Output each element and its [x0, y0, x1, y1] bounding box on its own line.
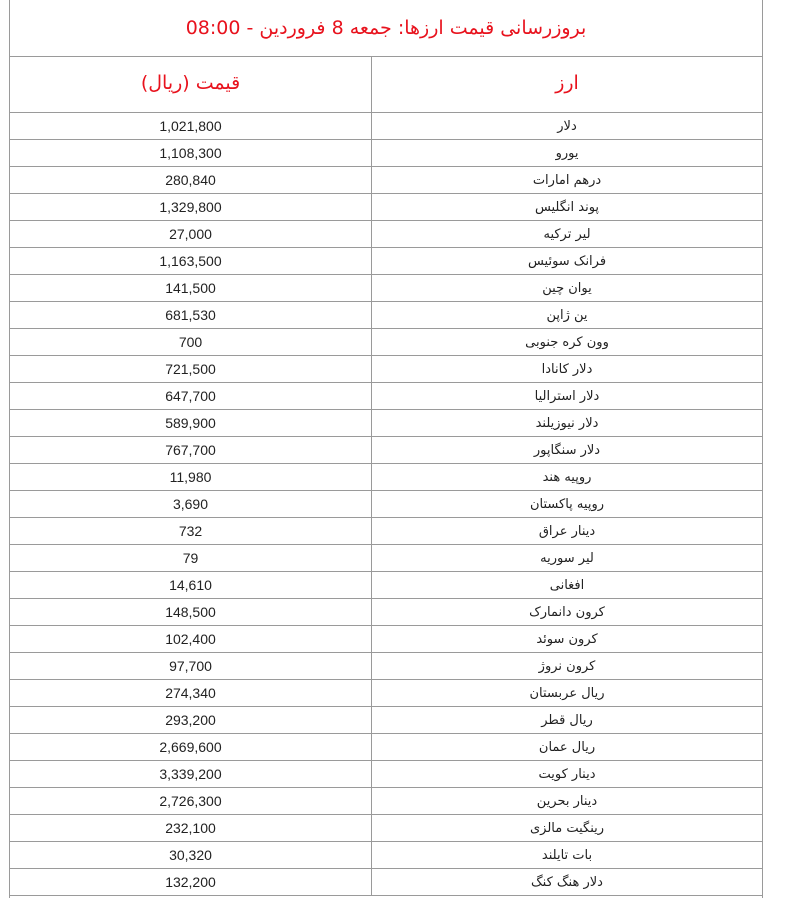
currency-price: 232,100: [10, 815, 372, 841]
currency-price: 102,400: [10, 626, 372, 652]
currency-price: 280,840: [10, 167, 372, 193]
table-title: بروزرسانی قیمت ارزها: جمعه 8 فروردین - 08:00: [185, 17, 587, 39]
currency-price: 11,980: [10, 464, 372, 490]
table-row: [10, 653, 762, 680]
currency-name: درهم امارات: [532, 172, 602, 188]
currency-name: رینگیت مالزی: [529, 820, 605, 836]
currency-price: 14,610: [10, 572, 372, 598]
table-row: [10, 518, 762, 545]
table-row: [10, 869, 762, 896]
currency-price: 1,021,800: [10, 113, 372, 139]
currency-price: 2,669,600: [10, 734, 372, 760]
currency-price: 293,200: [10, 707, 372, 733]
table-row: [10, 788, 762, 815]
table-row: [10, 680, 762, 707]
currency-name: دلار سنگاپور: [533, 442, 601, 458]
header-currency: ارز: [555, 71, 579, 94]
currency-price: 721,500: [10, 356, 372, 382]
currency-price: 700: [10, 329, 372, 355]
currency-price: 681,530: [10, 302, 372, 328]
currency-name: فرانک سوئیس: [527, 253, 607, 269]
currency-name: پوند انگلیس: [534, 199, 600, 215]
currency-name: ریال عربستان: [529, 685, 605, 701]
currency-name: دلار: [557, 118, 577, 134]
currency-price: 97,700: [10, 653, 372, 679]
table-row: [10, 572, 762, 599]
currency-name: ریال قطر: [541, 712, 593, 728]
currency-price: 148,500: [10, 599, 372, 625]
currency-name: دینار بحرین: [536, 793, 598, 809]
currency-name: کرون دانمارک: [529, 604, 605, 620]
currency-price: 2,726,300: [10, 788, 372, 814]
table-row: [10, 275, 762, 302]
currency-price: 647,700: [10, 383, 372, 409]
table-row: [10, 491, 762, 518]
currency-name: یورو: [555, 145, 579, 161]
currency-price: 3,339,200: [10, 761, 372, 787]
table-row: [10, 167, 762, 194]
currency-price: 589,900: [10, 410, 372, 436]
table-row: [10, 410, 762, 437]
table-row: [10, 761, 762, 788]
currency-price: 141,500: [10, 275, 372, 301]
table-row: [10, 437, 762, 464]
table-row: [10, 842, 762, 869]
currency-price: 1,108,300: [10, 140, 372, 166]
table-row: [10, 599, 762, 626]
table-body: [10, 113, 762, 896]
table-row: [10, 815, 762, 842]
table-title-row: [10, 0, 762, 57]
currency-name: روپیه هند: [542, 469, 592, 485]
currency-name: کرون سوئد: [536, 631, 598, 647]
table-row: [10, 356, 762, 383]
currency-price: 767,700: [10, 437, 372, 463]
table-row: [10, 545, 762, 572]
table-row: [10, 248, 762, 275]
table-row: [10, 464, 762, 491]
currency-name: افغانی: [549, 577, 585, 593]
price-table: [9, 0, 763, 898]
currency-price: 132,200: [10, 869, 372, 895]
table-row: [10, 329, 762, 356]
table-row: [10, 734, 762, 761]
currency-price: 3,690: [10, 491, 372, 517]
table-header-row: [10, 57, 762, 113]
currency-name: روپیه پاکستان: [530, 496, 604, 512]
table-row: [10, 383, 762, 410]
header-price: قیمت (ریال): [10, 57, 372, 112]
table-row: [10, 221, 762, 248]
currency-price: 27,000: [10, 221, 372, 247]
table-row: [10, 113, 762, 140]
currency-name: لیر ترکیه: [543, 226, 591, 242]
currency-name: وون کره جنوبی: [525, 334, 609, 350]
table-row: [10, 707, 762, 734]
currency-name: ریال عمان: [538, 739, 596, 755]
currency-price: 274,340: [10, 680, 372, 706]
currency-name: یوان چین: [542, 280, 592, 296]
currency-price: 30,320: [10, 842, 372, 868]
currency-name: دلار کانادا: [541, 361, 593, 377]
currency-price: 79: [10, 545, 372, 571]
table-row: [10, 302, 762, 329]
currency-name: دینار کویت: [538, 766, 596, 782]
table-row: [10, 626, 762, 653]
currency-name: دلار هنگ کنگ: [531, 874, 603, 890]
currency-name: دلار نیوزیلند: [535, 415, 599, 431]
currency-name: لیر سوریه: [540, 550, 594, 566]
currency-name: بات تایلند: [541, 847, 593, 863]
currency-price: 1,163,500: [10, 248, 372, 274]
currency-name: کرون نروژ: [538, 658, 596, 674]
currency-name: دلار استرالیا: [534, 388, 600, 404]
table-row: [10, 140, 762, 167]
currency-name: ین ژاپن: [546, 307, 588, 323]
table-row: [10, 194, 762, 221]
currency-price: 732: [10, 518, 372, 544]
currency-name: دینار عراق: [538, 523, 596, 539]
currency-price: 1,329,800: [10, 194, 372, 220]
